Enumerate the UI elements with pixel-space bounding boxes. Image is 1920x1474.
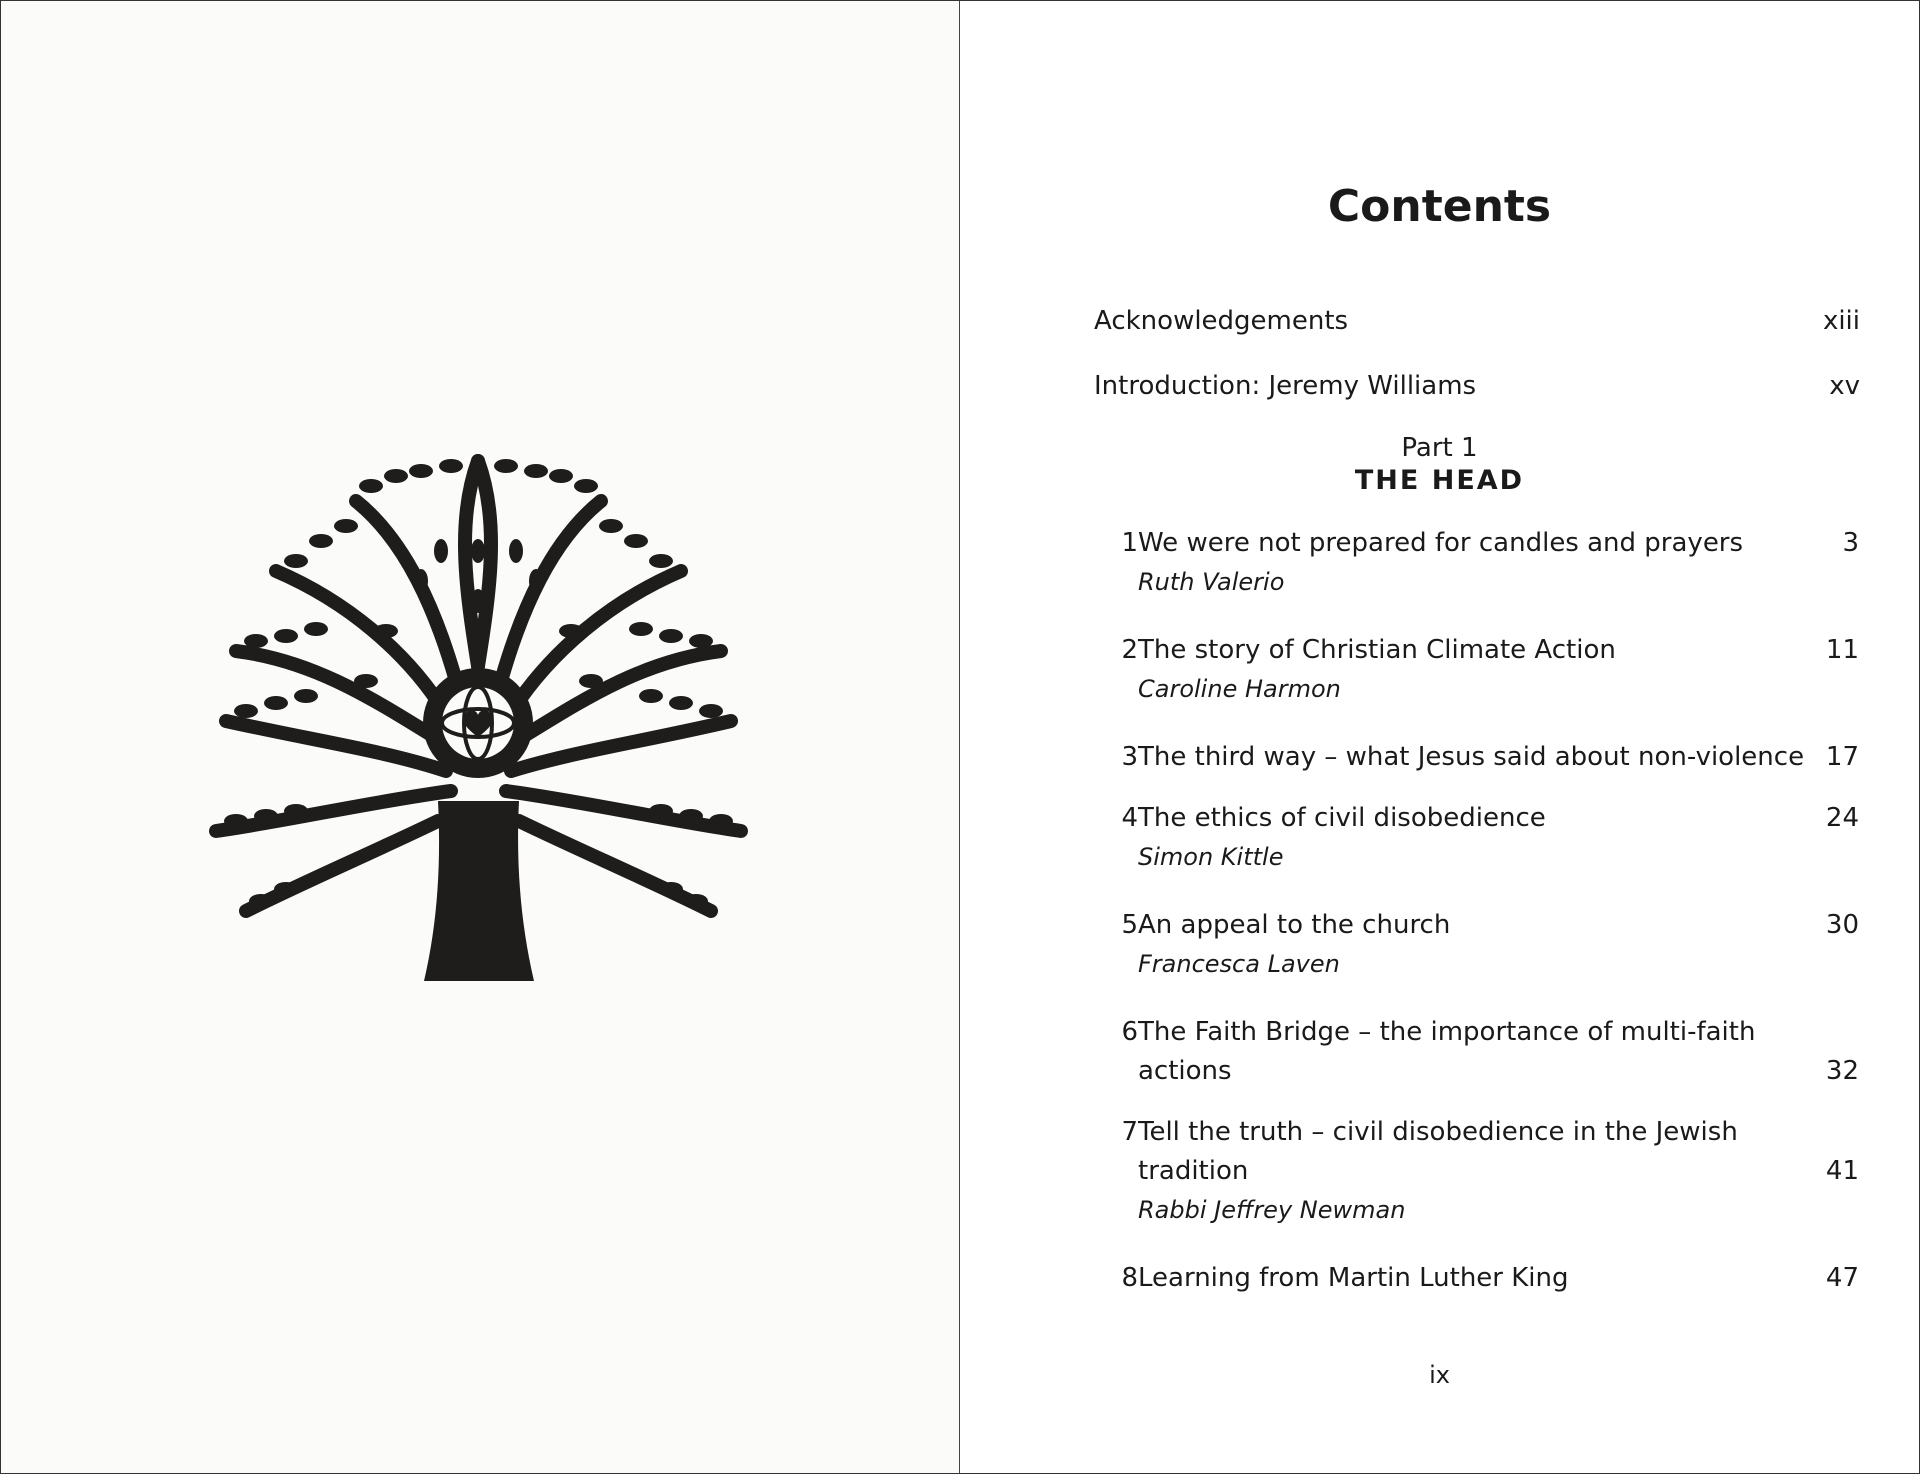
chapter-title: We were not prepared for candles and prayers: [1138, 528, 1744, 558]
chapter-title: The story of Christian Climate Action: [1138, 635, 1616, 665]
toc-chapter-2[interactable]: [960, 635, 1919, 705]
part-title: THE HEAD: [1354, 465, 1525, 496]
toc-chapter-7[interactable]: [960, 1117, 1919, 1227]
chapter-title-continued: actions: [1138, 1056, 1232, 1086]
chapter-title: Learning from Martin Luther King: [1138, 1263, 1569, 1293]
toc-entry-acknowledgements[interactable]: [1094, 306, 1860, 336]
contents-heading: Contents: [1327, 181, 1552, 232]
chapter-title: The ethics of civil disobedience: [1138, 803, 1546, 833]
chapter-author: Ruth Valerio: [1138, 568, 1285, 596]
toc-entry-title: Acknowledgements: [1094, 306, 1349, 336]
toc-chapter-4[interactable]: [960, 803, 1919, 873]
page-folio: ix: [1429, 1361, 1450, 1389]
chapter-number: 6: [1121, 1017, 1138, 1047]
toc-chapter-6[interactable]: [960, 1017, 1919, 1087]
toc-chapter-5[interactable]: [960, 910, 1919, 980]
chapter-title: The third way – what Jesus said about non-violence: [1138, 742, 1805, 772]
chapter-page: 32: [1825, 1056, 1859, 1086]
chapter-number: 7: [1121, 1117, 1138, 1147]
chapter-number: 5: [1121, 910, 1138, 940]
chapter-page: 24: [1825, 803, 1859, 833]
chapter-page: 3: [1842, 528, 1859, 558]
chapter-page: 17: [1825, 742, 1859, 772]
toc-entry-page: xiii: [1822, 306, 1860, 336]
part-label: Part 1: [1401, 433, 1478, 463]
chapter-author: Rabbi Jeffrey Newman: [1138, 1196, 1406, 1224]
chapter-number: 4: [1121, 803, 1138, 833]
tree-of-life-heart-icon: [206, 441, 751, 981]
chapter-number: 3: [1121, 742, 1138, 772]
toc-entry-introduction[interactable]: [1094, 371, 1860, 401]
left-page: [1, 1, 960, 1473]
toc-chapter-1[interactable]: [960, 528, 1919, 598]
chapter-title: Tell the truth – civil disobedience in the Jewish: [1138, 1117, 1738, 1147]
chapter-author: Simon Kittle: [1138, 843, 1284, 871]
chapter-number: 2: [1121, 635, 1138, 665]
chapter-author: Francesca Laven: [1138, 950, 1340, 978]
chapter-page: 47: [1825, 1263, 1859, 1293]
chapter-page: 30: [1825, 910, 1859, 940]
toc-entry-page: xv: [1829, 371, 1860, 401]
chapter-number: 1: [1121, 528, 1138, 558]
toc-chapter-3[interactable]: [960, 742, 1919, 778]
chapter-title-continued: tradition: [1138, 1156, 1249, 1186]
chapter-author: Caroline Harmon: [1138, 675, 1341, 703]
toc-chapter-8[interactable]: [960, 1263, 1919, 1299]
chapter-page: 11: [1825, 635, 1859, 665]
chapter-page: 41: [1825, 1156, 1859, 1186]
right-page: [960, 1, 1919, 1473]
toc-entry-title: Introduction: Jeremy Williams: [1094, 371, 1477, 401]
chapter-title: An appeal to the church: [1138, 910, 1451, 940]
chapter-title: The Faith Bridge – the importance of multi-faith: [1138, 1017, 1756, 1047]
chapter-number: 8: [1121, 1263, 1138, 1293]
